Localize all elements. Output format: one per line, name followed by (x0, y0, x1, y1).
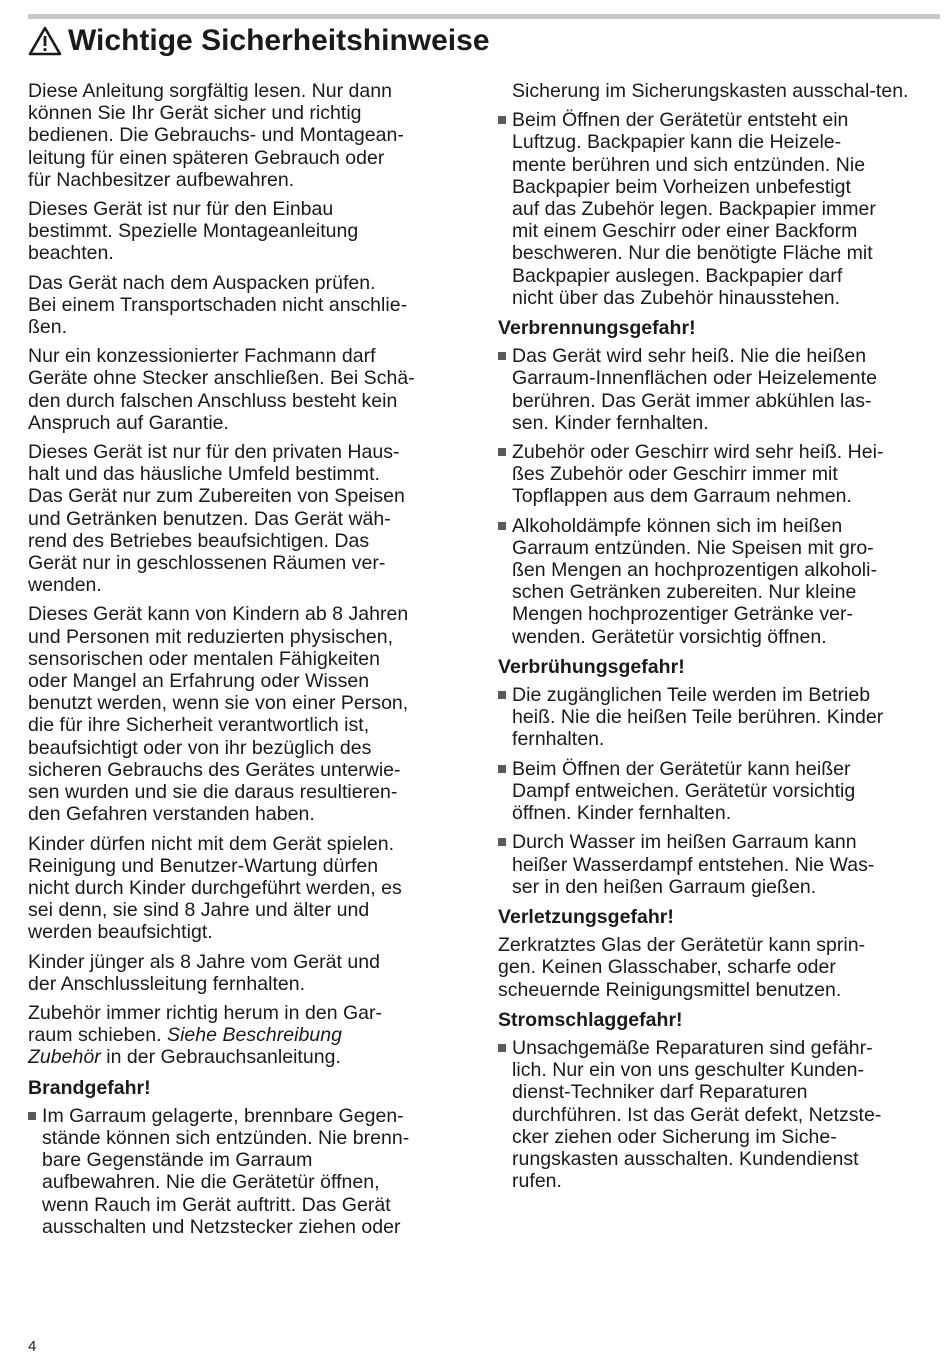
right-column (498, 80, 940, 1199)
paragraph (28, 272, 468, 339)
text-line: ausschalten und Netzstecker ziehen oder (42, 1215, 401, 1238)
text-line: auf das Zubehör legen. Backpapier immer (512, 198, 876, 221)
page-title-text: Wichtige Sicherheitshinweise (68, 24, 490, 57)
text-line: cker ziehen oder Sicherung im Siche- (512, 1125, 837, 1148)
text-line: Dieses Gerät ist nur für den privaten Haus- (28, 441, 400, 464)
list-item (498, 684, 940, 751)
text-line: Die zugänglichen Teile werden im Betrieb (512, 684, 871, 707)
verbrennungsgefahr-list (498, 345, 940, 648)
bullet-square-icon (498, 522, 506, 530)
text-line: heiß. Nie die heißen Teile berühren. Kinder (512, 706, 884, 729)
paragraph (28, 603, 468, 825)
list-item-text (512, 441, 940, 508)
text-line: rend des Betriebes beaufsichtigen. Das (28, 529, 370, 552)
bullet-square-icon (498, 765, 506, 773)
stromschlaggefahr-list (498, 1037, 940, 1192)
list-item-text (512, 831, 940, 898)
left-column (28, 80, 468, 1245)
text-line: rungskasten ausschalten. Kundendienst (512, 1147, 859, 1170)
list-item-text (512, 109, 940, 309)
text-line: stände können sich entzünden. Nie brenn- (42, 1126, 410, 1149)
text-line: Kinder jünger als 8 Jahre vom Gerät und (28, 950, 380, 973)
text-line: den Gefahren verstanden haben. (28, 803, 315, 826)
text-line: Beim Öffnen der Gerätetür entsteht ein (512, 109, 849, 132)
text-line: Anspruch auf Garantie. (28, 411, 229, 434)
paragraph (28, 345, 468, 434)
text-line: der Anschlussleitung fernhalten. (28, 972, 306, 995)
text-line: können Sie Ihr Gerät sicher und richtig (28, 102, 362, 125)
paragraph (28, 198, 468, 265)
text-line: bestimmt. Spezielle Montageanleitung (28, 220, 359, 243)
text-line: wenn Rauch im Gerät auftritt. Das Gerät (42, 1193, 391, 1216)
text-line: schen Getränken zubereiten. Nur kleine (512, 581, 857, 604)
page-title (28, 22, 490, 60)
text-line: die für ihre Sicherheit verantwortlich ist, (28, 714, 370, 737)
bullet-square-icon (498, 691, 506, 699)
list-item (498, 515, 940, 648)
text-line: Bei einem Transportschaden nicht anschlie- (28, 293, 408, 316)
text-line: scheuernde Reinigungsmittel benutzen. (498, 978, 842, 1001)
text-line: Das Gerät nach dem Auspacken prüfen. (28, 271, 376, 294)
text-line: bedienen. Die Gebrauchs- und Montagean- (28, 124, 404, 147)
accessory-paragraph: Zubehör immer richtig herum in den Gar- raum schieben. Siehe Beschreibung Zubehör in der Gebrauchsanleitung. (28, 1001, 383, 1069)
paragraph (28, 441, 468, 596)
text-line: aufbewahren. Nie die Gerätetür öffnen, (42, 1171, 380, 1194)
text-line: sen. Kinder fernhalten. (512, 411, 709, 434)
text-line: und Personen mit reduzierten physischen, (28, 625, 394, 648)
text-line: den durch falschen Anschluss besteht kein (28, 389, 398, 412)
text-line: öffnen. Kinder fernhalten. (512, 802, 732, 825)
text-line: rufen. (512, 1170, 562, 1193)
text-line: mit einem Geschirr oder einer Backform (512, 220, 858, 243)
list-item (498, 345, 940, 434)
list-item-text (512, 1037, 940, 1192)
list-item-text (512, 758, 940, 825)
reference-link-text: Siehe Beschreibung (167, 1024, 342, 1047)
text-line: Topflappen aus dem Garraum nehmen. (512, 485, 852, 508)
text-line: gen. Keinen Glasschaber, scharfe oder (498, 956, 836, 979)
list-item (28, 1105, 468, 1238)
bullet-square-icon (498, 448, 506, 456)
paragraph (28, 833, 468, 944)
list-item (498, 441, 940, 508)
text-line: Dieses Gerät kann von Kindern ab 8 Jahren (28, 603, 409, 626)
text-line: sen wurden und sie die daraus resultieren- (28, 781, 398, 804)
text-line: Luftzug. Backpapier kann die Heizele- (512, 131, 842, 154)
section-heading-verletzungsgefahr: Verletzungsgefahr! (498, 905, 674, 928)
paragraph (28, 80, 468, 191)
section-heading-brandgefahr: Brandgefahr! (28, 1076, 151, 1099)
brandgefahr-list-continued (498, 109, 940, 309)
text-line: Unsachgemäße Reparaturen sind gefähr- (512, 1036, 873, 1059)
text-line: sicheren Gebrauchs des Gerätes unterwie- (28, 758, 401, 781)
text-line: halt und das häusliche Umfeld bestimmt. (28, 463, 380, 486)
text-line: Mengen hochprozentiger Getränke ver- (512, 603, 854, 626)
page-number: 4 (28, 1338, 37, 1355)
text-line: für Nachbesitzer aufbewahren. (28, 168, 295, 191)
bullet-square-icon (498, 116, 506, 124)
text-line: Garraum-Innenflächen oder Heizelemente (512, 367, 877, 390)
text-line: ßes Zubehör oder Geschirr immer mit (512, 463, 838, 486)
list-item-text (512, 684, 940, 751)
text-line: Alkoholdämpfe können sich im heißen (512, 514, 843, 537)
section-heading-verbrennungsgefahr: Verbrennungsgefahr! (498, 317, 696, 340)
text-line: Durch Wasser im heißen Garraum kann (512, 831, 857, 854)
text-line: Sicherung im Sicherungskasten ausschal- (512, 80, 876, 102)
text-line: nicht durch Kinder durchgeführt werden, es (28, 876, 402, 899)
text-line: nicht über das Zubehör hinausstehen. (512, 286, 841, 309)
text-line: Reinigung und Benutzer-Wartung dürfen (28, 854, 379, 877)
text-line: sensorischen oder mentalen Fähigkeiten (28, 647, 380, 670)
text-line: Nur ein konzessionierter Fachmann darf (28, 345, 376, 368)
text-line: Dampf entweichen. Gerätetür vorsichtig (512, 779, 856, 802)
bullet-square-icon (498, 352, 506, 360)
text-line: werden beaufsichtigt. (28, 921, 213, 944)
text-line: bare Gegenstände im Garraum (42, 1149, 313, 1172)
text-line: Backpapier beim Vorheizen unbefestigt (512, 175, 851, 198)
text-line: Garraum entzünden. Nie Speisen mit gro- (512, 536, 874, 559)
text-line: Dieses Gerät ist nur für den Einbau (28, 198, 334, 221)
bullet-square-icon (28, 1112, 36, 1120)
text-line: und Getränken benutzen. Das Gerät wäh- (28, 507, 391, 530)
text-line: ten. (875, 80, 909, 102)
continued-text (512, 80, 940, 102)
text-line: Im Garraum gelagerte, brennbare Gegen- (42, 1104, 404, 1127)
text-line: Backpapier auslegen. Backpapier darf (512, 264, 843, 287)
text-line: wenden. Gerätetür vorsichtig öffnen. (512, 625, 827, 648)
text-line: ßen. (28, 316, 68, 339)
text-line: ser in den heißen Garraum gießen. (512, 875, 817, 898)
text-line: Das Gerät nur zum Zubereiten von Speisen (28, 485, 405, 508)
reference-link-text: Zubehör (28, 1046, 101, 1069)
text-line: mente berühren und sich entzünden. Nie (512, 153, 866, 176)
list-item (498, 109, 940, 309)
text-line: durchführen. Ist das Gerät defekt, Netzste- (512, 1103, 882, 1126)
paragraph (28, 951, 468, 995)
text-line: dienst-Techniker darf Reparaturen (512, 1081, 808, 1104)
text-line: lich. Nur ein von uns geschulter Kunden- (512, 1059, 864, 1082)
section-heading-stromschlaggefahr: Stromschlaggefahr! (498, 1008, 683, 1031)
text-line: leitung für einen späteren Gebrauch oder (28, 146, 385, 169)
text-line: Beim Öffnen der Gerätetür kann heißer (512, 757, 851, 780)
text-line: sei denn, sie sind 8 Jahre und älter und (28, 899, 370, 922)
list-item-text (512, 345, 940, 434)
text-line: beachten. (28, 242, 114, 265)
brandgefahr-list (28, 1105, 468, 1238)
intro-paragraphs (28, 80, 468, 995)
text-line: benutzt werden, wenn sie von einer Person, (28, 692, 409, 715)
bullet-square-icon (498, 1044, 506, 1052)
list-item-text (42, 1105, 468, 1238)
text-line: oder Mangel an Erfahrung oder Wissen (28, 670, 370, 693)
header-rule (28, 14, 940, 19)
section-heading-verbruehungsgefahr: Verbrühungsgefahr! (498, 655, 685, 678)
text-line: berühren. Das Gerät immer abkühlen las- (512, 389, 872, 412)
verletzungsgefahr-paragraph (498, 934, 940, 1001)
text-line: fernhalten. (512, 728, 605, 751)
text-line: Das Gerät wird sehr heiß. Nie die heißen (512, 345, 867, 368)
text-line: Kinder dürfen nicht mit dem Gerät spielen. (28, 832, 395, 855)
text-line: beaufsichtigt oder von ihr bezüglich des (28, 736, 372, 759)
text-line: Geräte ohne Stecker anschließen. Bei Schä- (28, 367, 415, 390)
list-item-text (512, 515, 940, 648)
list-item (498, 831, 940, 898)
list-item (498, 758, 940, 825)
bullet-square-icon (498, 838, 506, 846)
text-line: Zerkratztes Glas der Gerätetür kann sprin- (498, 934, 866, 957)
list-item (498, 1037, 940, 1192)
text-line: beschweren. Nur die benötigte Fläche mit (512, 242, 873, 265)
text-line: heißer Wasserdampf entstehen. Nie Was- (512, 853, 875, 876)
text-line: Gerät nur in geschlossenen Räumen ver- (28, 552, 386, 575)
verbruehungsgefahr-list (498, 684, 940, 898)
text-line: Diese Anleitung sorgfältig lesen. Nur dann (28, 80, 392, 102)
warning-triangle-icon (28, 26, 62, 56)
text-line: ßen Mengen an hochprozentigen alkoholi- (512, 559, 878, 582)
text-line: wenden. (28, 574, 102, 597)
text-line: Zubehör oder Geschirr wird sehr heiß. Hei- (512, 441, 884, 464)
